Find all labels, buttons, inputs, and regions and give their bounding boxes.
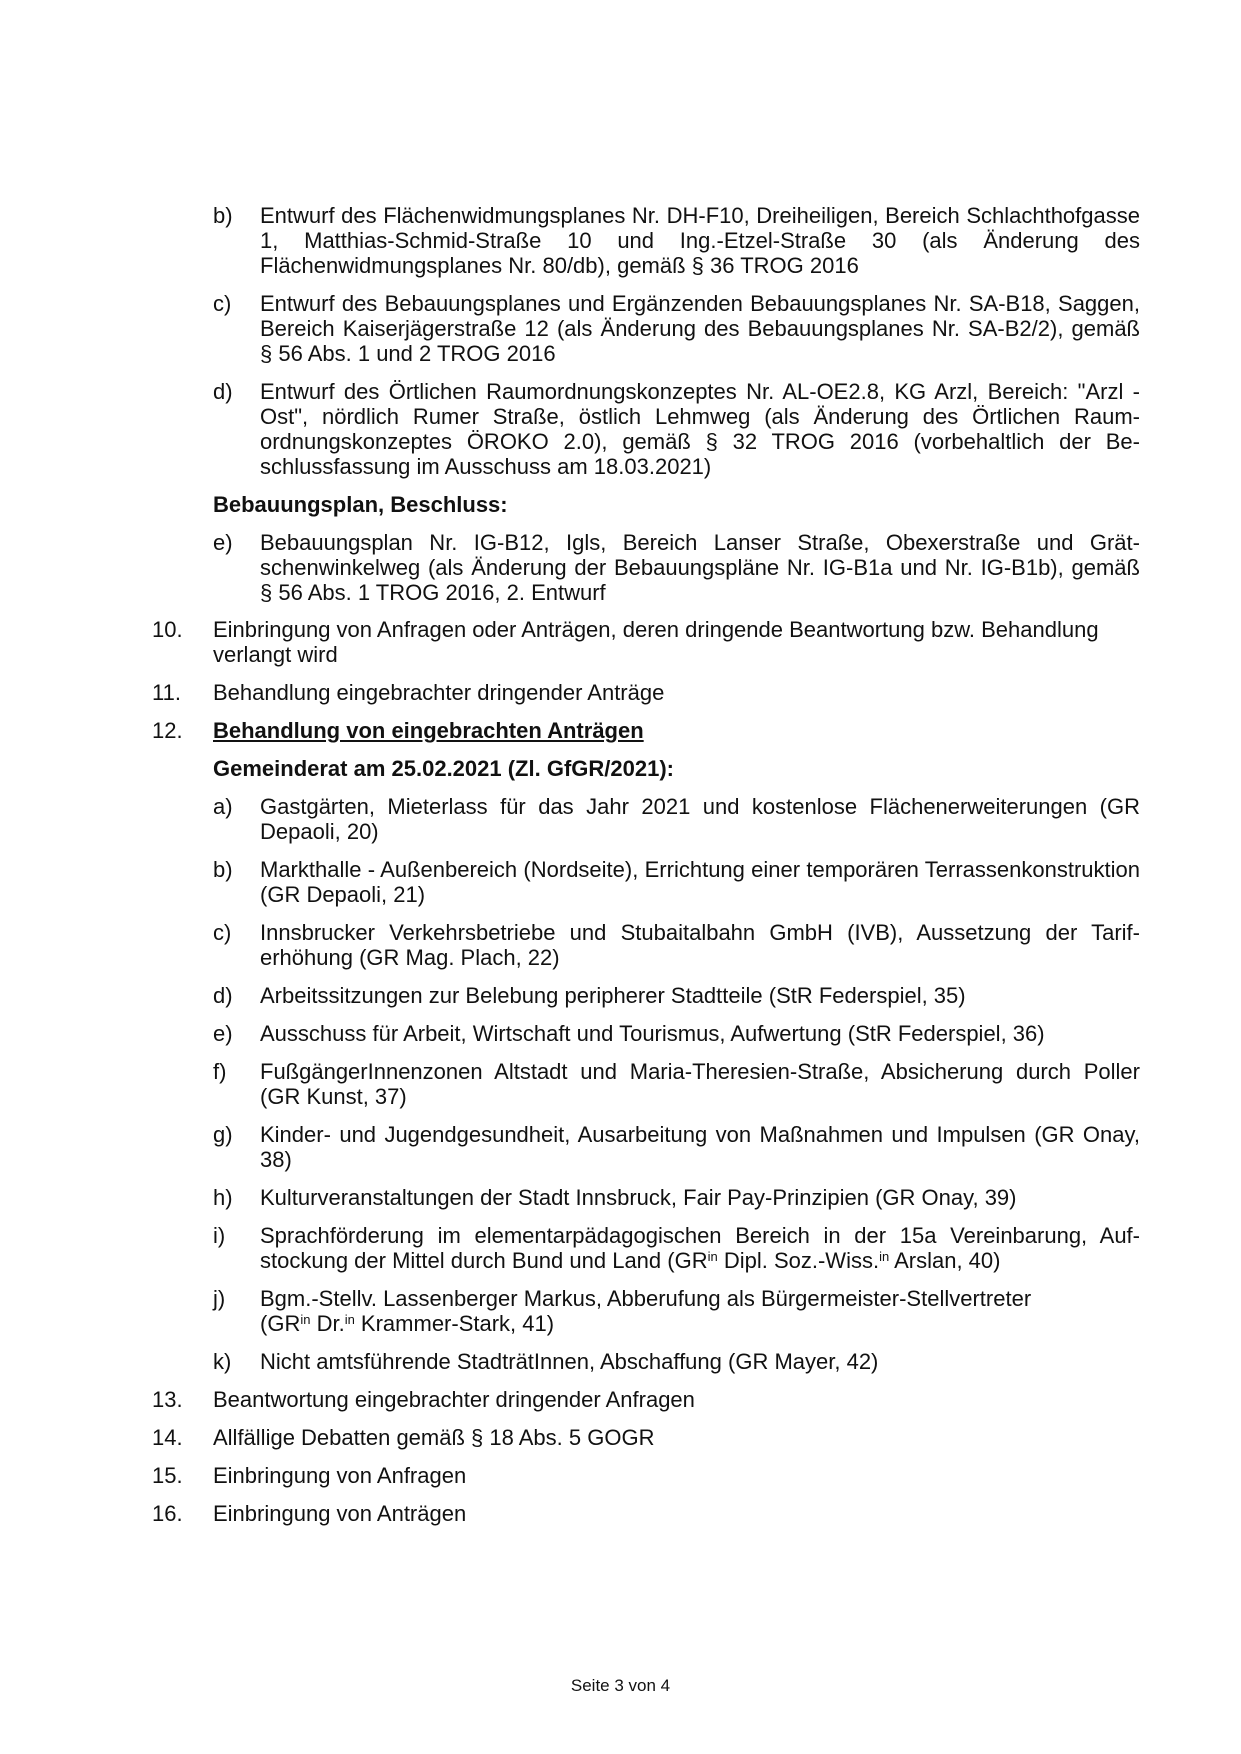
agenda-item bbox=[152, 1425, 1140, 1450]
agenda-number: 10. bbox=[152, 617, 183, 642]
list-text: Bebauungsplan Nr. IG-B12, Igls, Bereich Lanser Straße, Obexerstraße und Grätschenwinkelweg (als Änderung der Bebauungspläne Nr. IG-B1a und Nr. IG-B1b), gemäß § 56 Abs. 1 TROG 2016, 2. Entwurf bbox=[260, 530, 1140, 605]
list-text: Gastgärten, Mieterlass für das Jahr 2021 und kostenlose Flächenerweiterungen (GR Depaoli, 20) bbox=[260, 794, 1140, 844]
list-label: d) bbox=[213, 379, 233, 404]
list-label: d) bbox=[213, 983, 233, 1008]
list-item bbox=[213, 857, 1140, 907]
list-text bbox=[260, 1286, 1080, 1336]
agenda-text: Behandlung eingebrachter dringender Anträge bbox=[213, 680, 665, 705]
list-item bbox=[213, 1349, 1140, 1374]
section-heading: Gemeinderat am 25.02.2021 (Zl. GfGR/2021): bbox=[213, 756, 674, 781]
text-part: Sprachförderung im elementarpädagogischen Bereich in der 15a Vereinbarung, Aufstockung der Mittel durch Bund und Land (GR bbox=[260, 1223, 1140, 1273]
list-label: b) bbox=[213, 857, 233, 882]
agenda-number: 13. bbox=[152, 1387, 183, 1412]
agenda-item bbox=[152, 680, 1140, 705]
agenda-item bbox=[152, 1463, 1140, 1488]
agenda-text: Einbringung von Anfragen oder Anträgen, deren dringende Beantwortung bzw. Behandlung verlangt wird bbox=[213, 617, 1099, 667]
agenda-number: 16. bbox=[152, 1501, 183, 1526]
list-label: e) bbox=[213, 530, 233, 555]
list-text: Kulturveranstaltungen der Stadt Innsbruck, Fair Pay-Prinzipien (GR Onay, 39) bbox=[260, 1185, 1017, 1210]
agenda-title-wrap bbox=[213, 718, 1140, 743]
list-text: Innsbrucker Verkehrsbetriebe und Stubaitalbahn GmbH (IVB), Aussetzung der Tariferhöhung (GR Mag. Plach, 22) bbox=[260, 920, 1140, 970]
superscript: in bbox=[879, 1249, 890, 1264]
list-label: c) bbox=[213, 291, 232, 316]
list-label: k) bbox=[213, 1349, 232, 1374]
list-text: Ausschuss für Arbeit, Wirtschaft und Tourismus, Aufwertung (StR Federspiel, 36) bbox=[260, 1021, 1045, 1046]
list-label: j) bbox=[213, 1286, 226, 1311]
agenda-text: Beantwortung eingebrachter dringender Anfragen bbox=[213, 1387, 695, 1412]
list-label: a) bbox=[213, 794, 233, 819]
list-item bbox=[213, 1185, 1140, 1210]
page-footer: Seite 3 von 4 bbox=[570, 1676, 671, 1695]
list-item bbox=[213, 1223, 1140, 1273]
list-text: Kinder- und Jugendgesundheit, Ausarbeitung von Maßnahmen und Impulsen (GR Onay, 38) bbox=[260, 1122, 1140, 1172]
text-part: Dipl. Soz.-Wiss. bbox=[717, 1248, 880, 1273]
list-item bbox=[213, 379, 1140, 479]
list-text: Markthalle - Außenbereich (Nordseite), Errichtung einer temporären Terrassenkonstruktion (GR Depaoli, 21) bbox=[260, 857, 1140, 907]
superscript: in bbox=[344, 1312, 355, 1327]
list-text bbox=[260, 1223, 1140, 1273]
agenda-text: Einbringung von Anträgen bbox=[213, 1501, 467, 1526]
agenda-number: 14. bbox=[152, 1425, 183, 1450]
agenda-number: 11. bbox=[152, 680, 181, 705]
list-item bbox=[213, 1122, 1140, 1172]
list-label: e) bbox=[213, 1021, 233, 1046]
agenda-text: Einbringung von Anfragen bbox=[213, 1463, 467, 1488]
list-item bbox=[213, 1021, 1140, 1046]
list-text: Nicht amtsführende StadträtInnen, Abschaffung (GR Mayer, 42) bbox=[260, 1349, 879, 1374]
text-part: Dr. bbox=[310, 1311, 345, 1336]
list-text: Entwurf des Flächenwidmungsplanes Nr. DH-F10, Dreiheiligen, Bereich Schlachthofgasse 1, Matthias-Schmid-Straße 10 und Ing.-Etzel-Straße 30 (als Änderung des Flächenwidmungsplanes Nr. 80/db), gemäß § 36 TROG 2016 bbox=[260, 203, 1140, 278]
list-label: f) bbox=[213, 1059, 227, 1084]
list-item bbox=[213, 530, 1140, 605]
list-item bbox=[213, 1059, 1140, 1109]
agenda-item bbox=[152, 617, 1140, 667]
list-text: Entwurf des Örtlichen Raumordnungskonzeptes Nr. AL-OE2.8, KG Arzl, Bereich: "Arzl - Ost", nördlich Rumer Straße, östlich Lehmweg (als Änderung des Örtlichen Raumordnungskonzeptes ÖROKO 2.0), gemäß § 32 TROG 2016 (vorbehaltlich der Beschlussfassung im Ausschuss am 18.03.2021) bbox=[260, 379, 1140, 479]
agenda-item bbox=[152, 1501, 1140, 1526]
agenda-item bbox=[152, 1387, 1140, 1412]
agenda-number: 15. bbox=[152, 1463, 183, 1488]
agenda-number: 12. bbox=[152, 718, 183, 743]
list-item bbox=[213, 794, 1140, 844]
agenda-title: Behandlung von eingebrachten Anträgen bbox=[213, 718, 644, 743]
list-text: Entwurf des Bebauungsplanes und Ergänzenden Bebauungsplanes Nr. SA-B18, Saggen, Bereich Kaiserjägerstraße 12 (als Änderung des Bebauungsplanes Nr. SA-B2/2), gemäß § 56 Abs. 1 und 2 TROG 2016 bbox=[260, 291, 1140, 366]
list-label: h) bbox=[213, 1185, 233, 1210]
text-part: Krammer-Stark, 41) bbox=[354, 1311, 555, 1336]
list-item bbox=[213, 983, 1140, 1008]
list-label: c) bbox=[213, 920, 232, 945]
text-part: Bgm.-Stellv. Lassenberger Markus, Abberufung als Bürgermeister-Stellvertreter (GR bbox=[260, 1286, 1032, 1336]
agenda-text: Allfällige Debatten gemäß § 18 Abs. 5 GOGR bbox=[213, 1425, 655, 1450]
agenda-item bbox=[152, 718, 1140, 743]
section-heading: Bebauungsplan, Beschluss: bbox=[213, 492, 508, 517]
list-item bbox=[213, 1286, 1140, 1336]
list-item bbox=[213, 920, 1140, 970]
list-label: g) bbox=[213, 1122, 233, 1147]
list-label: i) bbox=[213, 1223, 226, 1248]
text-part: Arslan, 40) bbox=[889, 1248, 1001, 1273]
list-text: Arbeitssitzungen zur Belebung peripherer Stadtteile (StR Federspiel, 35) bbox=[260, 983, 966, 1008]
list-item bbox=[213, 203, 1140, 278]
list-label: b) bbox=[213, 203, 233, 228]
superscript: in bbox=[300, 1312, 311, 1327]
list-item bbox=[213, 291, 1140, 366]
list-text: FußgängerInnenzonen Altstadt und Maria-Theresien-Straße, Absicherung durch Poller (GR Kunst, 37) bbox=[260, 1059, 1140, 1109]
superscript: in bbox=[707, 1249, 718, 1264]
